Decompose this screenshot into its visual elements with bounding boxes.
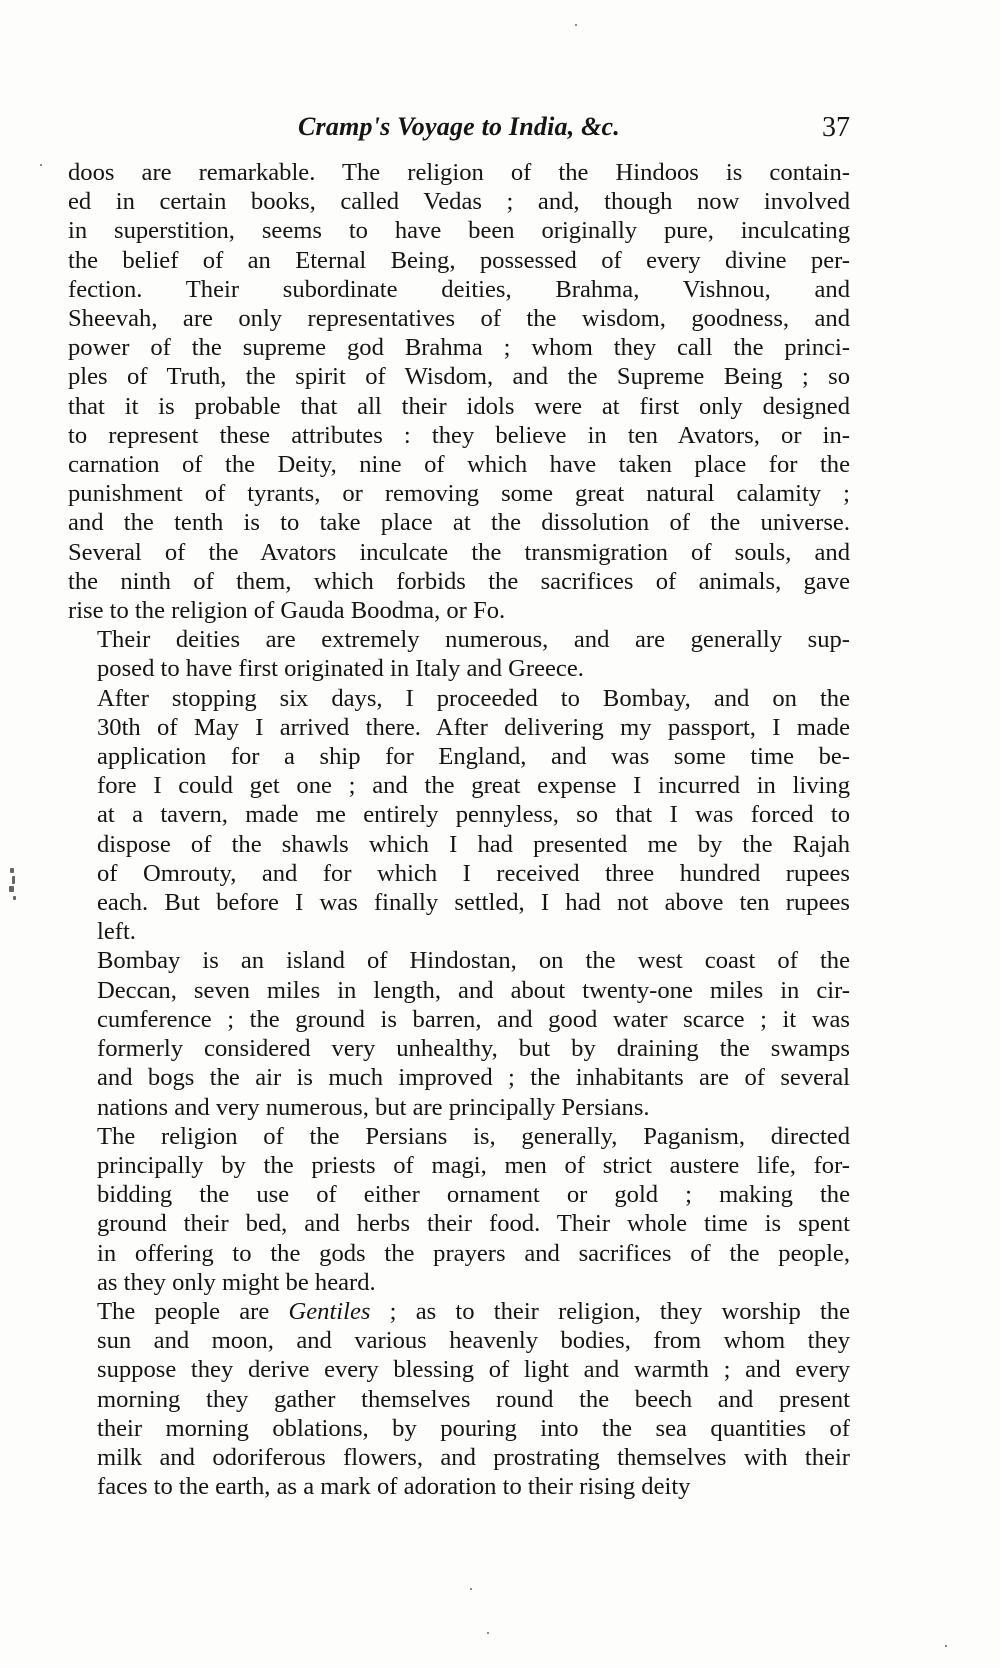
text-line: of Omrouty, and for which I received three hundred rupees — [97, 859, 850, 887]
text-line: morning they gather themselves round the beech and present — [97, 1385, 850, 1413]
text-line: sun and moon, and various heavenly bodies, from whom they — [97, 1327, 850, 1355]
paragraph — [68, 684, 850, 947]
page-number: 37 — [822, 112, 850, 143]
text-line: fore I could get one ; and the great expense I incurred in living — [97, 772, 850, 800]
text-line: rise to the religion of Gauda Boodma, or Fo. — [68, 597, 506, 625]
text-line: punishment of tyrants, or removing some great natural calamity ; — [68, 480, 850, 508]
text-line: Bombay is an island of Hindostan, on the west coast of the — [97, 947, 850, 975]
text-line: Several of the Avators inculcate the transmigration of souls, and — [68, 538, 850, 566]
text-line: and the tenth is to take place at the dissolution of the universe. — [68, 509, 850, 537]
text-line: their morning oblations, by pouring into the sea quantities of — [97, 1414, 850, 1442]
text-line: Sheevah, are only representatives of the wisdom, goodness, and — [68, 305, 850, 333]
text-line: formerly considered very unhealthy, but by draining the swamps — [97, 1035, 850, 1063]
text-line: application for a ship for England, and was some time be- — [97, 743, 850, 771]
running-title: Cramp's Voyage to India, &c. — [298, 112, 620, 141]
speck-mark — [470, 1588, 472, 1590]
paragraph — [68, 158, 850, 625]
text-line: The people are Gentiles ; as to their religion, they worship the — [97, 1297, 851, 1325]
page-header — [68, 112, 850, 152]
text-line: in offering to the gods the prayers and sacrifices of the people, — [97, 1239, 850, 1267]
text-line: doos are remarkable. The religion of the Hindoos is contain- — [68, 159, 850, 186]
speck-mark — [40, 164, 42, 166]
text-line: milk and odoriferous flowers, and prostrating themselves with their — [97, 1443, 850, 1471]
text-line: principally by the priests of magi, men of strict austere life, for- — [97, 1151, 850, 1179]
text-line: ground their bed, and herbs their food. Their whole time is spent — [97, 1210, 850, 1238]
paragraph — [68, 1122, 850, 1297]
ink-smudge-mark — [8, 866, 18, 906]
paragraph — [68, 625, 850, 683]
text-line: ples of Truth, the spirit of Wisdom, and the Supreme Being ; so — [68, 363, 850, 391]
paragraph — [68, 946, 850, 1121]
text-line: Deccan, seven miles in length, and about twenty-one miles in cir- — [97, 976, 850, 1004]
text-line: faces to the earth, as a mark of adoration to their rising deity — [97, 1473, 691, 1501]
text-line: The religion of the Persians is, generally, Paganism, directed — [97, 1122, 850, 1150]
italic-word: Gentiles — [288, 1297, 371, 1325]
text-line: in superstition, seems to have been originally pure, inculcating — [68, 217, 850, 245]
speck-mark — [487, 1632, 489, 1634]
text-line: suppose they derive every blessing of light and warmth ; and every — [97, 1356, 850, 1384]
text-line: fection. Their subordinate deities, Brahma, Vishnou, and — [68, 275, 850, 303]
text-line: at a tavern, made me entirely pennyless, so that I was forced to — [97, 801, 850, 829]
text-line: the belief of an Eternal Being, possessed of every divine per- — [68, 246, 850, 274]
text-line: each. But before I was finally settled, I had not above ten rupees — [97, 889, 850, 917]
paragraph — [68, 1297, 850, 1501]
text-line: posed to have first originated in Italy and Greece. — [97, 655, 584, 683]
body-text — [68, 158, 850, 1501]
text-line: power of the supreme god Brahma ; whom they call the princi- — [68, 334, 850, 362]
text-line: as they only might be heard. — [97, 1268, 376, 1296]
text-line: After stopping six days, I proceeded to Bombay, and on the — [97, 684, 850, 712]
speck-mark — [575, 24, 577, 26]
text-line: that it is probable that all their idols were at first only designed — [68, 392, 850, 420]
text-line: left. — [97, 918, 136, 946]
text-line: Their deities are extremely numerous, and are generally sup- — [97, 626, 850, 654]
text-line: and bogs the air is much improved ; the inhabitants are of several — [97, 1064, 850, 1092]
text-line: dispose of the shawls which I had presented me by the Rajah — [97, 830, 850, 858]
text-line: to represent these attributes : they believe in ten Avators, or in- — [68, 421, 850, 449]
text-line: ed in certain books, called Vedas ; and, though now involved — [68, 188, 850, 216]
text-line: the ninth of them, which forbids the sacrifices of animals, gave — [68, 567, 850, 595]
text-line: cumference ; the ground is barren, and good water scarce ; it was — [97, 1005, 850, 1033]
text-line: carnation of the Deity, nine of which have taken place for the — [68, 451, 850, 479]
text-line: 30th of May I arrived there. After delivering my passport, I made — [97, 713, 850, 741]
text-line: bidding the use of either ornament or gold ; making the — [97, 1181, 850, 1209]
speck-mark — [945, 1645, 947, 1647]
text-line: nations and very numerous, but are principally Persians. — [97, 1093, 650, 1121]
